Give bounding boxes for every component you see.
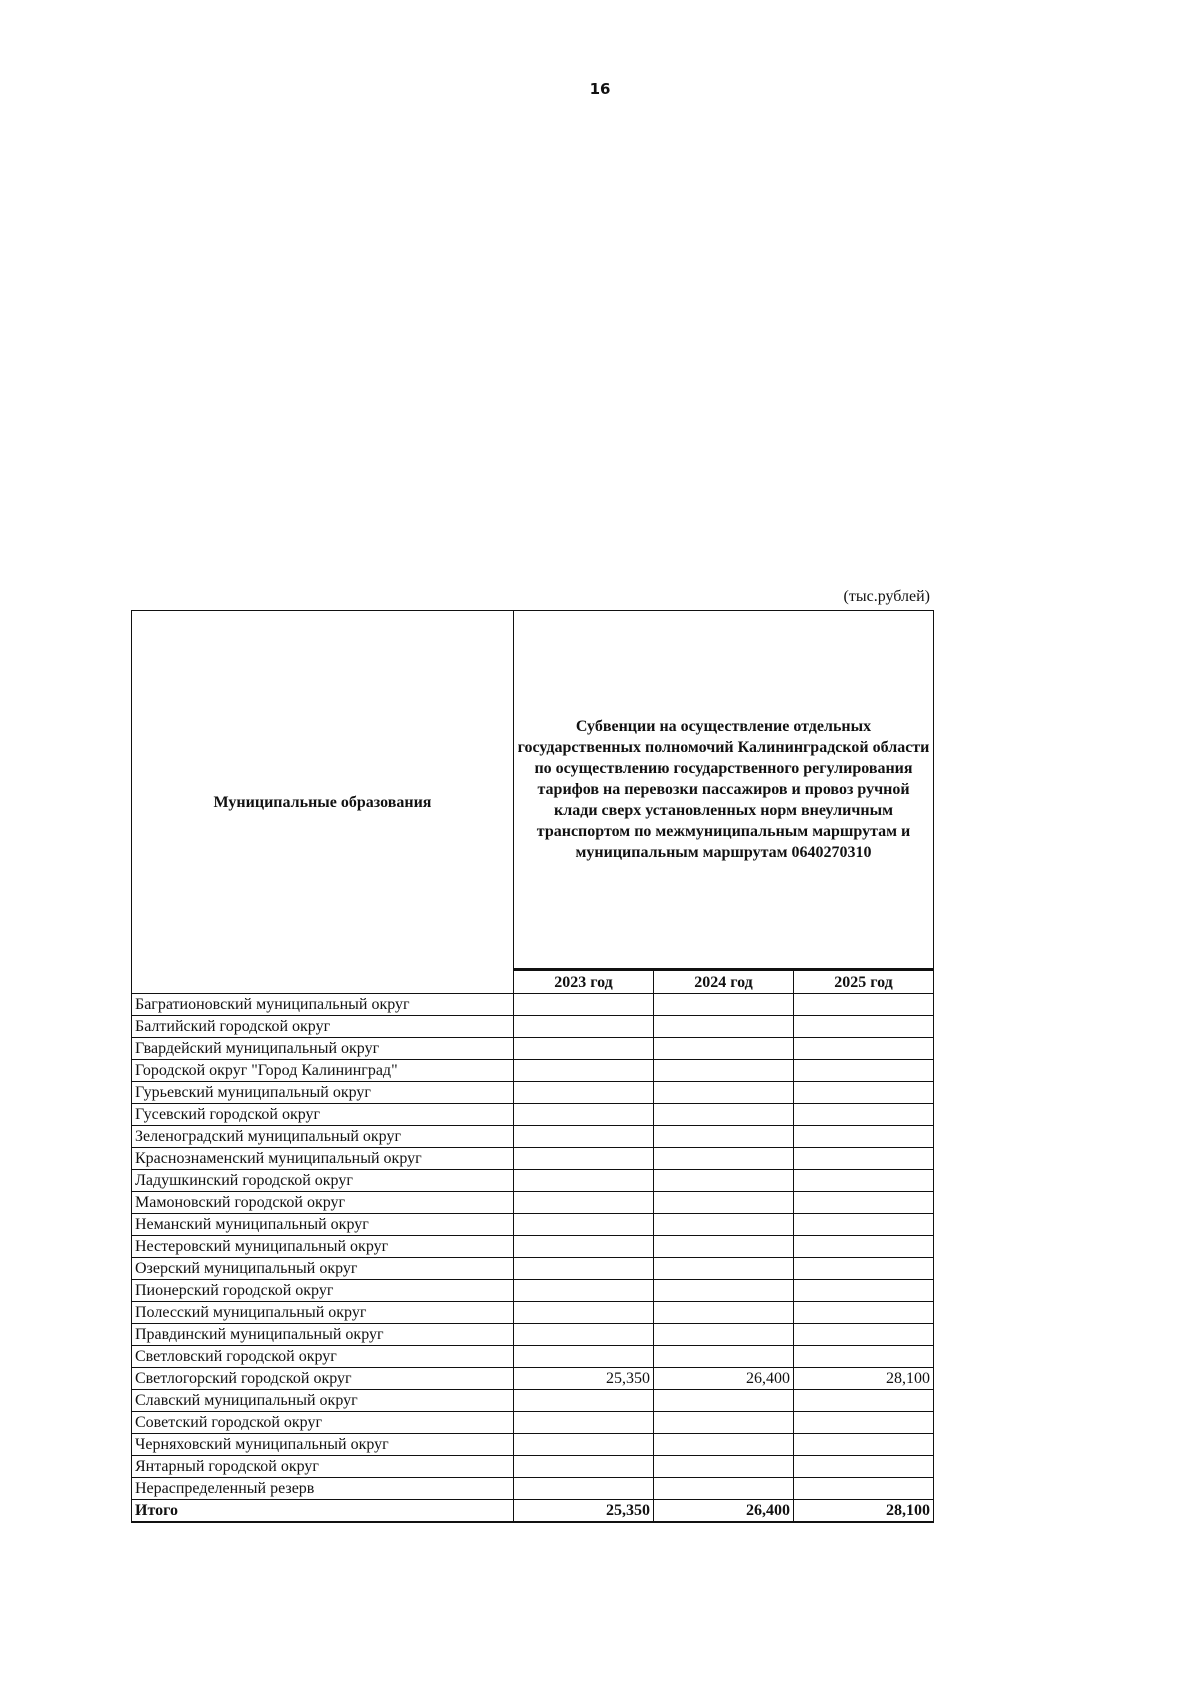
value-2023 xyxy=(514,1016,654,1038)
value-2025 xyxy=(794,1302,934,1324)
municipality-name: Краснознаменский муниципальный округ xyxy=(132,1148,514,1170)
municipality-name: Неманский муниципальный округ xyxy=(132,1214,514,1236)
municipality-name: Янтарный городской округ xyxy=(132,1456,514,1478)
value-2024 xyxy=(654,1434,794,1456)
value-2025 xyxy=(794,1236,934,1258)
value-2024 xyxy=(654,1302,794,1324)
value-2023 xyxy=(514,1148,654,1170)
value-2025 xyxy=(794,1346,934,1368)
value-2025 xyxy=(794,1148,934,1170)
value-2023 xyxy=(514,1170,654,1192)
value-2024 xyxy=(654,1412,794,1434)
table-row xyxy=(132,1368,934,1390)
value-2025 xyxy=(794,1214,934,1236)
value-2023 xyxy=(514,1258,654,1280)
table-row xyxy=(132,1060,934,1082)
value-2023 xyxy=(514,1390,654,1412)
units-label: (тыс.рублей) xyxy=(843,588,930,605)
value-2025 xyxy=(794,1104,934,1126)
value-2024 xyxy=(654,1082,794,1104)
subsidy-table xyxy=(131,610,934,1523)
municipality-name: Гурьевский муниципальный округ xyxy=(132,1082,514,1104)
year-header-2023: 2023 год xyxy=(514,970,654,994)
table-row xyxy=(132,1346,934,1368)
table-row xyxy=(132,1412,934,1434)
municipality-name: Светлогорский городской округ xyxy=(132,1368,514,1390)
value-2024 xyxy=(654,1236,794,1258)
table-row xyxy=(132,1478,934,1500)
value-2024 xyxy=(654,1214,794,1236)
value-2024 xyxy=(654,1456,794,1478)
subsidy-header: Субвенции на осуществление отдельных государственных полномочий Калининградской области по осуществлению государственного регулирования тарифов на перевозки пассажиров и провоз ручной клади сверх установленных норм внеуличным транспортом по межмуниципальным маршрутам и муниципальным маршрутам 0640270310 xyxy=(514,611,934,970)
value-2024 xyxy=(654,1390,794,1412)
municipality-name: Славский муниципальный округ xyxy=(132,1390,514,1412)
value-2025: 28,100 xyxy=(794,1368,934,1390)
value-2023 xyxy=(514,1104,654,1126)
value-2025 xyxy=(794,1390,934,1412)
value-2025 xyxy=(794,1082,934,1104)
table-row xyxy=(132,1038,934,1060)
value-2024 xyxy=(654,1148,794,1170)
total-2023: 25,350 xyxy=(514,1500,654,1523)
table-row xyxy=(132,1236,934,1258)
year-header-2025: 2025 год xyxy=(794,970,934,994)
year-header-2024: 2024 год xyxy=(654,970,794,994)
value-2023 xyxy=(514,1126,654,1148)
value-2024: 26,400 xyxy=(654,1368,794,1390)
value-2025 xyxy=(794,1126,934,1148)
table-row xyxy=(132,1390,934,1412)
table-row xyxy=(132,1126,934,1148)
value-2023 xyxy=(514,1478,654,1500)
table-row xyxy=(132,1456,934,1478)
municipality-name: Светловский городской округ xyxy=(132,1346,514,1368)
value-2023 xyxy=(514,1346,654,1368)
table-row xyxy=(132,1324,934,1346)
value-2025 xyxy=(794,1060,934,1082)
value-2024 xyxy=(654,994,794,1016)
value-2024 xyxy=(654,1258,794,1280)
table-row xyxy=(132,1434,934,1456)
municipality-name: Гусевский городской округ xyxy=(132,1104,514,1126)
value-2025 xyxy=(794,1280,934,1302)
table-row xyxy=(132,1280,934,1302)
value-2025 xyxy=(794,1038,934,1060)
value-2024 xyxy=(654,1478,794,1500)
value-2023 xyxy=(514,1412,654,1434)
table-row xyxy=(132,1302,934,1324)
value-2024 xyxy=(654,1324,794,1346)
value-2024 xyxy=(654,1280,794,1302)
municipality-name: Багратионовский муниципальный округ xyxy=(132,994,514,1016)
value-2025 xyxy=(794,994,934,1016)
value-2023 xyxy=(514,1214,654,1236)
municipality-name: Городской округ "Город Калининград" xyxy=(132,1060,514,1082)
table-body xyxy=(132,994,934,1500)
municipality-name: Черняховский муниципальный округ xyxy=(132,1434,514,1456)
table-row xyxy=(132,1170,934,1192)
table-row xyxy=(132,1016,934,1038)
value-2025 xyxy=(794,1016,934,1038)
municipality-name: Советский городской округ xyxy=(132,1412,514,1434)
municipality-name: Полесский муниципальный округ xyxy=(132,1302,514,1324)
value-2025 xyxy=(794,1192,934,1214)
value-2024 xyxy=(654,1016,794,1038)
municipality-name: Гвардейский муниципальный округ xyxy=(132,1038,514,1060)
municipality-name: Мамоновский городской округ xyxy=(132,1192,514,1214)
value-2023 xyxy=(514,1324,654,1346)
value-2025 xyxy=(794,1456,934,1478)
total-label: Итого xyxy=(132,1500,514,1523)
municipality-name: Озерский муниципальный округ xyxy=(132,1258,514,1280)
value-2024 xyxy=(654,1346,794,1368)
municipality-name: Ладушкинский городской округ xyxy=(132,1170,514,1192)
value-2024 xyxy=(654,1126,794,1148)
value-2025 xyxy=(794,1434,934,1456)
value-2023 xyxy=(514,1038,654,1060)
value-2023 xyxy=(514,1060,654,1082)
value-2025 xyxy=(794,1412,934,1434)
table-row xyxy=(132,1214,934,1236)
value-2023: 25,350 xyxy=(514,1368,654,1390)
table-row xyxy=(132,1192,934,1214)
municipality-name: Пионерский городской округ xyxy=(132,1280,514,1302)
total-2025: 28,100 xyxy=(794,1500,934,1523)
value-2023 xyxy=(514,1302,654,1324)
value-2025 xyxy=(794,1478,934,1500)
table-row xyxy=(132,1082,934,1104)
value-2023 xyxy=(514,1280,654,1302)
value-2023 xyxy=(514,1456,654,1478)
table-row xyxy=(132,1258,934,1280)
municipality-name: Балтийский городской округ xyxy=(132,1016,514,1038)
total-2024: 26,400 xyxy=(654,1500,794,1523)
value-2023 xyxy=(514,1082,654,1104)
table-row xyxy=(132,1104,934,1126)
value-2023 xyxy=(514,1434,654,1456)
value-2024 xyxy=(654,1192,794,1214)
municipality-name: Нестеровский муниципальный округ xyxy=(132,1236,514,1258)
municipality-name: Зеленоградский муниципальный округ xyxy=(132,1126,514,1148)
value-2023 xyxy=(514,1192,654,1214)
value-2024 xyxy=(654,1170,794,1192)
table-row xyxy=(132,994,934,1016)
municipality-name: Нераспределенный резерв xyxy=(132,1478,514,1500)
value-2024 xyxy=(654,1038,794,1060)
value-2023 xyxy=(514,994,654,1016)
value-2025 xyxy=(794,1170,934,1192)
total-row xyxy=(132,1500,934,1523)
value-2023 xyxy=(514,1236,654,1258)
table-row xyxy=(132,1148,934,1170)
value-2024 xyxy=(654,1104,794,1126)
page-number: 16 xyxy=(589,80,611,98)
value-2025 xyxy=(794,1258,934,1280)
municipality-header: Муниципальные образования xyxy=(132,611,514,994)
value-2025 xyxy=(794,1324,934,1346)
municipality-name: Правдинский муниципальный округ xyxy=(132,1324,514,1346)
value-2024 xyxy=(654,1060,794,1082)
